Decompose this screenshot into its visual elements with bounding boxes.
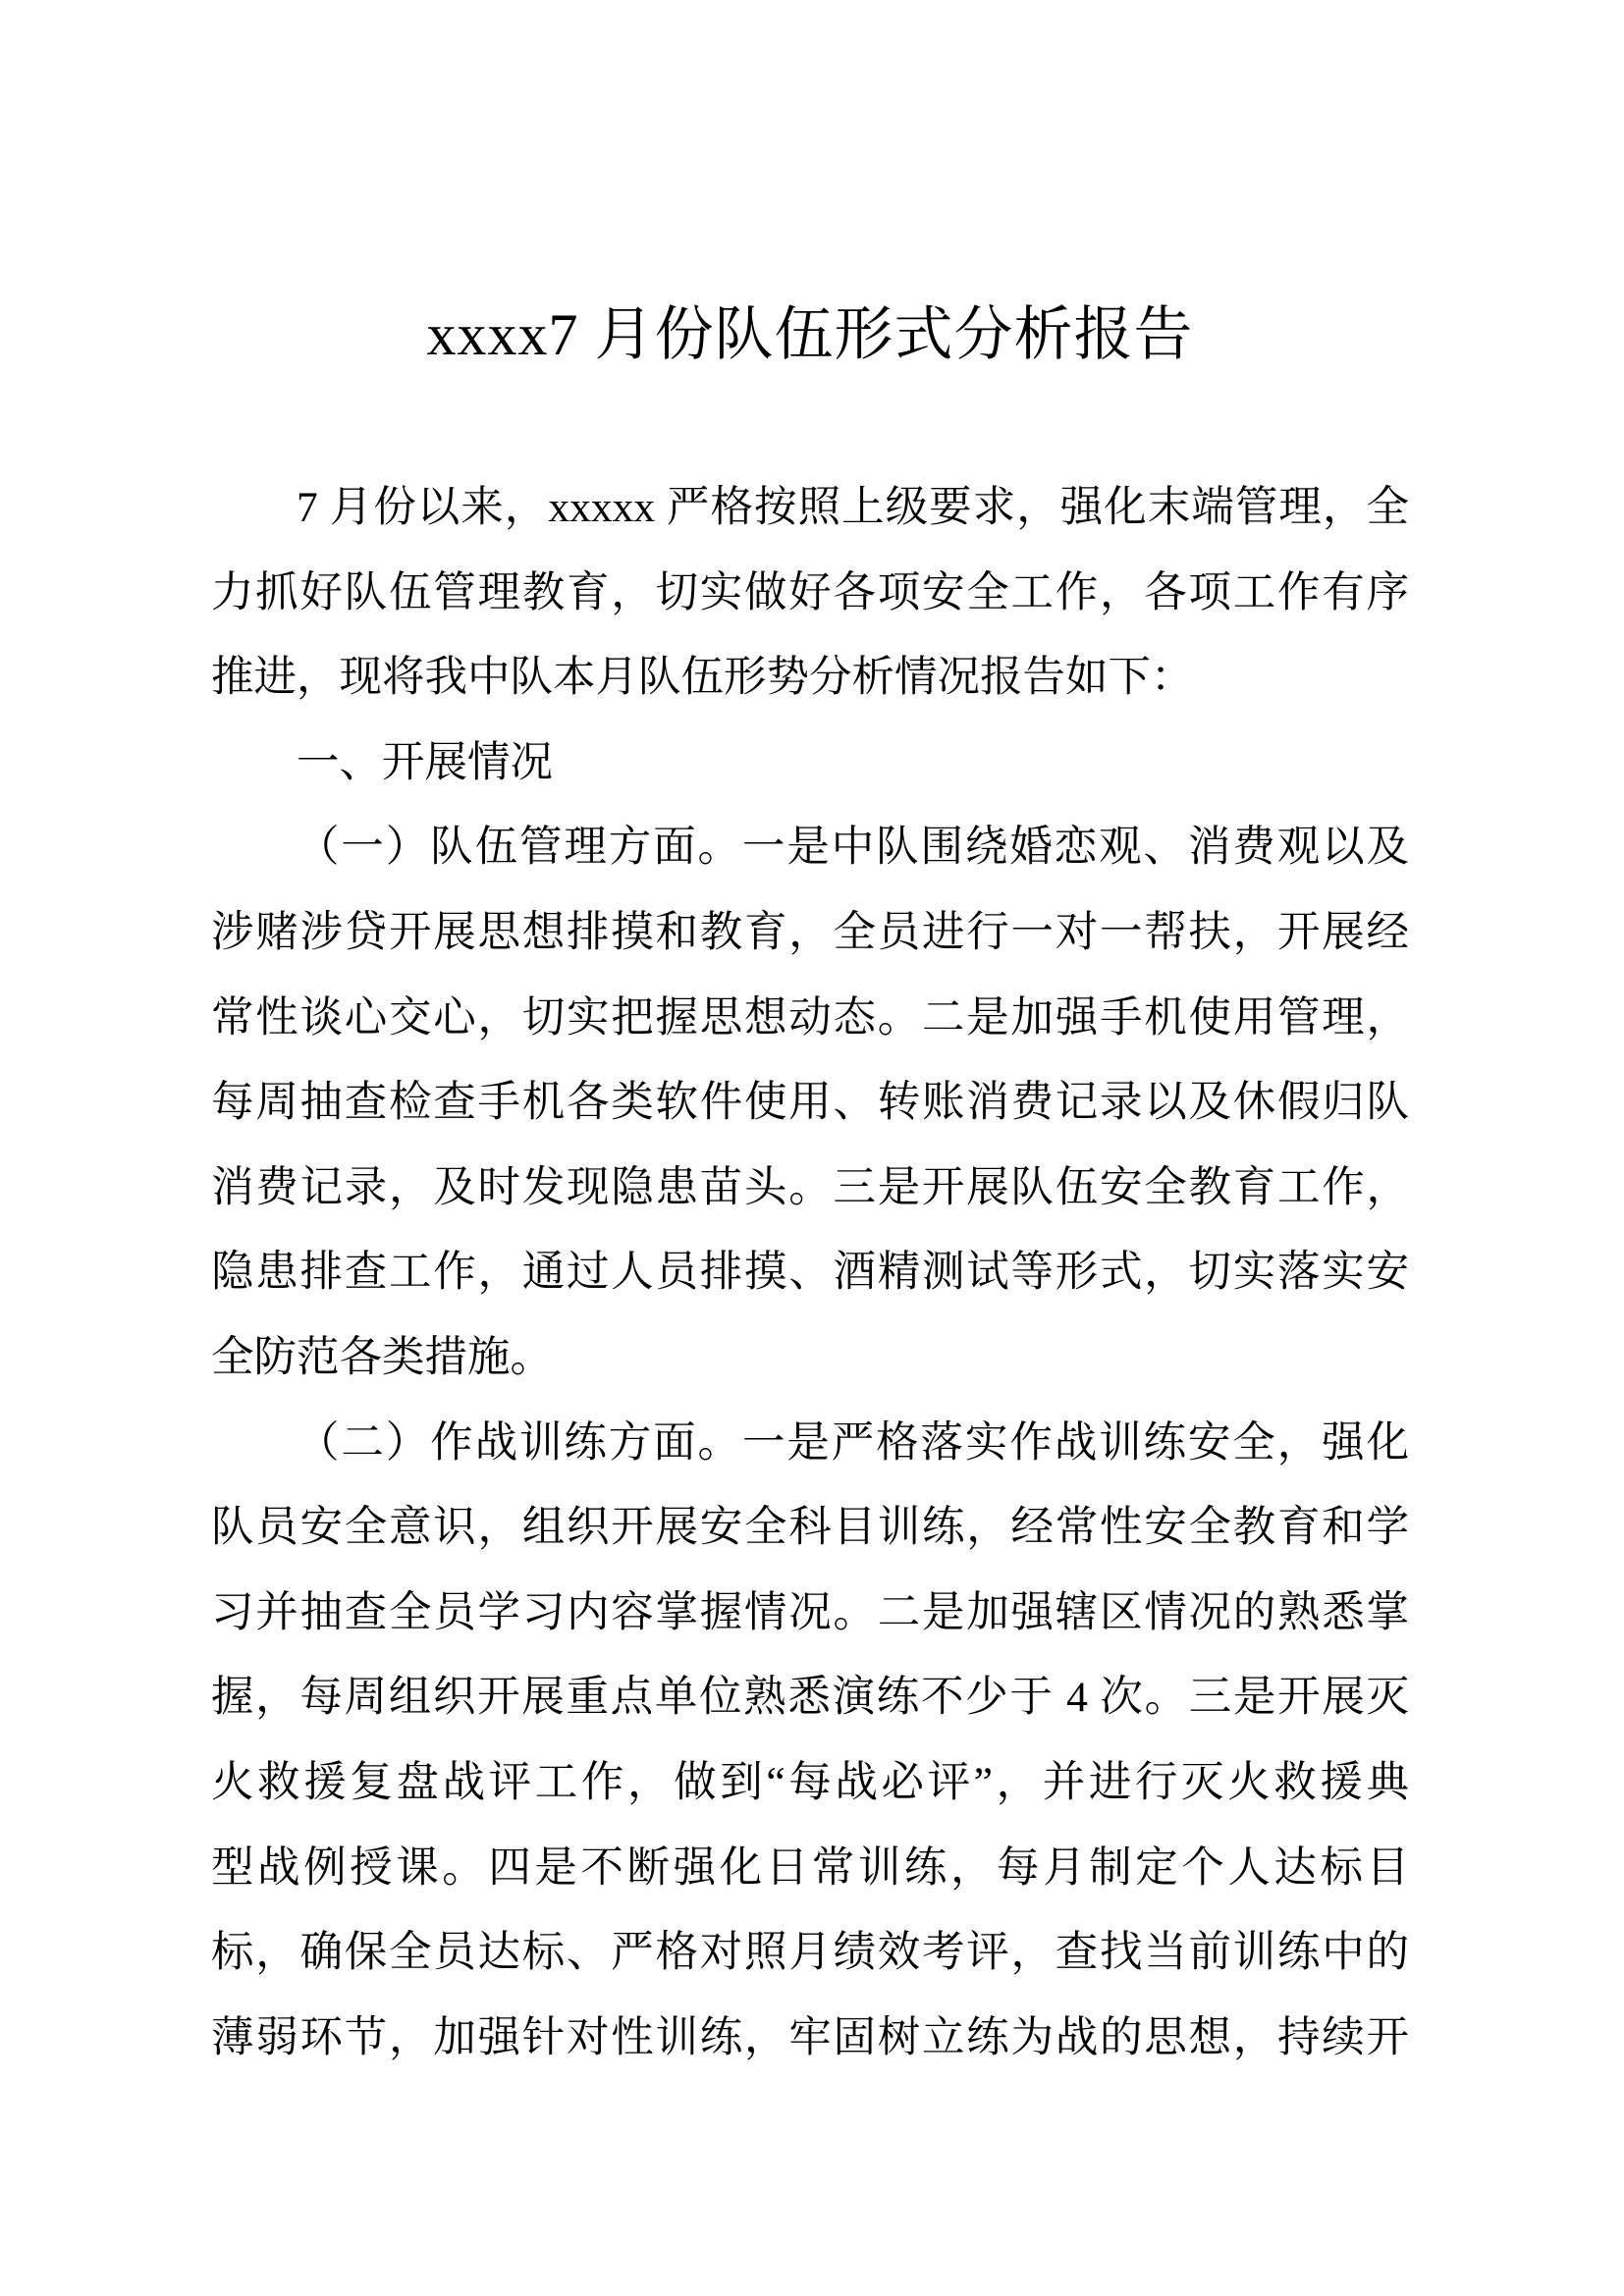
text-line: 队员安全意识，组织开展安全科目训练，经常性安全教育和学 — [211, 1504, 1409, 1552]
text-line: 常性谈心交心，切实把握思想动态。二是加强手机使用管理， — [211, 993, 1409, 1041]
text-line: 习并抽查全员学习内容掌握情况。二是加强辖区情况的熟悉掌 — [211, 1588, 1409, 1636]
document-title: xxxx7 月份队伍形式分析报告 — [426, 302, 1194, 367]
text-line: 涉赌涉贷开展思想排摸和教育，全员进行一对一帮扶，开展经 — [211, 908, 1409, 956]
text-line: 力抓好队伍管理教育，切实做好各项安全工作，各项工作有序 — [211, 568, 1409, 616]
heading-section-one — [211, 721, 1409, 806]
text-line: 每周抽查检查手机各类软件使用、转账消费记录以及休假归队 — [211, 1079, 1409, 1127]
text-line: 标，确保全员达标、严格对照月绩效考评，查找当前训练中的 — [211, 1929, 1409, 1977]
text-line: 薄弱环节，加强针对性训练，牢固树立练为战的思想，持续开 — [211, 2013, 1409, 2061]
paragraph-team-management — [211, 805, 1409, 1400]
text-line: 型战例授课。四是不断强化日常训练，每月制定个人达标目 — [211, 1843, 1409, 1892]
paragraph-intro — [211, 465, 1409, 721]
text-line: 火救援复盘战评工作，做到“每战必评”，并进行灭火救援典 — [211, 1758, 1409, 1806]
document-body — [211, 465, 1409, 2080]
text-line: （二）作战训练方面。一是严格落实作战训练安全，强化 — [297, 1418, 1409, 1467]
text-line: 握，每周组织开展重点单位熟悉演练不少于 4 次。三是开展灭 — [211, 1674, 1409, 1722]
text-line: （一）队伍管理方面。一是中队围绕婚恋观、消费观以及 — [297, 824, 1409, 872]
text-line: 推进，现将我中队本月队伍形势分析情况报告如下： — [211, 654, 1194, 702]
text-line: 消费记录，及时发现隐患苗头。三是开展队伍安全教育工作， — [211, 1163, 1409, 1211]
text-line: 一、开展情况 — [297, 738, 553, 786]
text-line: 全防范各类措施。 — [211, 1333, 553, 1381]
paragraph-combat-training — [211, 1401, 1409, 2081]
text-line: 隐患排查工作，通过人员排摸、酒精测试等形式，切实落实安 — [211, 1249, 1409, 1297]
text-line: 7 月份以来，xxxxx 严格按照上级要求，强化末端管理，全 — [297, 484, 1409, 531]
